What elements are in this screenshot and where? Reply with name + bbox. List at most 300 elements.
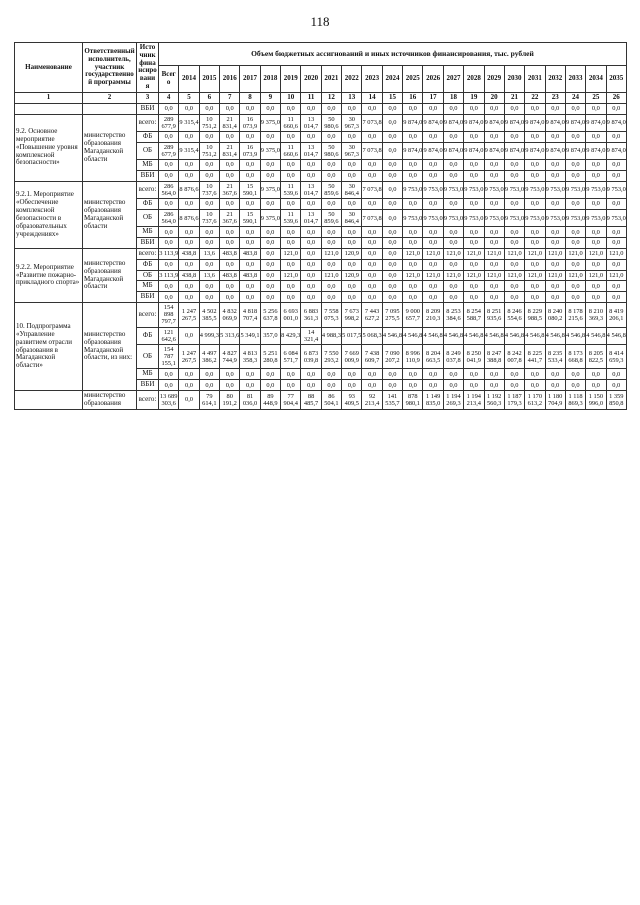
value-cell: 0,0 — [240, 380, 260, 391]
value-cell: 0,0 — [260, 160, 280, 171]
value-cell: 121,0 — [443, 248, 463, 259]
value-cell: 0,0 — [179, 227, 199, 238]
value-cell: 86 504,1 — [321, 391, 341, 410]
value-cell: 9 753,0 — [545, 209, 565, 226]
value-cell: 0,0 — [382, 160, 402, 171]
row-executor-cell: министерство образования Магаданской области — [83, 114, 137, 181]
value-cell: 0,0 — [301, 199, 321, 210]
value-cell: 0,0 — [260, 259, 280, 270]
value-cell: 8 210 369,3 — [586, 303, 606, 328]
value-cell: 8 242 007,8 — [504, 344, 524, 369]
row-source-cell: всего: — [137, 114, 159, 131]
value-cell: 89 448,9 — [260, 391, 280, 410]
value-cell: 0,0 — [281, 160, 301, 171]
value-cell: 0,0 — [220, 160, 240, 171]
column-number: 2 — [83, 92, 137, 103]
value-cell: 9 753,0 — [565, 209, 585, 226]
value-cell: 0,0 — [504, 160, 524, 171]
value-cell: 8 235 533,4 — [545, 344, 565, 369]
value-cell: 483,8 — [220, 248, 240, 259]
value-cell: 0,0 — [240, 259, 260, 270]
value-cell: 0,0 — [464, 380, 484, 391]
column-number: 19 — [464, 92, 484, 103]
value-cell: 878 980,1 — [403, 391, 423, 410]
value-cell: 1 118 869,3 — [565, 391, 585, 410]
value-cell: 50 859,6 — [321, 181, 341, 198]
header-year: 2020 — [301, 65, 321, 92]
row-name-cell: 10. Подпрограмма «Управление развитием отрасли образования в Магаданской области» — [15, 303, 83, 391]
value-cell: 438,8 — [179, 270, 199, 281]
value-cell: 0,0 — [382, 380, 402, 391]
value-cell: 0,0 — [484, 227, 504, 238]
value-cell: 0,0 — [545, 238, 565, 249]
value-cell: 0,0 — [525, 170, 545, 181]
row-source-cell: ФБ — [137, 259, 159, 270]
value-cell: 14 321,4 — [301, 327, 321, 344]
row-source-cell: ОБ — [137, 209, 159, 226]
value-cell: 0,0 — [525, 160, 545, 171]
value-cell: 7 443 627,2 — [362, 303, 382, 328]
value-cell: 8 876,6 — [179, 181, 199, 198]
value-cell: 8 250 041,9 — [464, 344, 484, 369]
header-year: 2024 — [382, 65, 402, 92]
value-cell: 30 846,4 — [342, 181, 362, 198]
header-year: 2014 — [179, 65, 199, 92]
column-number: 12 — [321, 92, 341, 103]
value-cell: 9 874,0 — [586, 114, 606, 131]
value-cell: 9 753,0 — [484, 181, 504, 198]
value-cell: 9 874,0 — [545, 142, 565, 159]
value-cell: 121,0 — [504, 270, 524, 281]
value-cell: 0,0 — [565, 160, 585, 171]
value-cell: 0,0 — [301, 160, 321, 171]
value-cell: 9 375,0 — [260, 181, 280, 198]
header-year: 2035 — [606, 65, 626, 92]
value-cell: 0,0 — [220, 380, 240, 391]
value-cell: 0,0 — [545, 380, 565, 391]
value-cell: 0,0 — [159, 380, 179, 391]
value-cell: 0,0 — [342, 259, 362, 270]
value-cell: 9 315,4 — [179, 142, 199, 159]
value-cell: 0,0 — [443, 238, 463, 249]
value-cell: 286 564,0 — [159, 209, 179, 226]
value-cell: 121,0 — [565, 270, 585, 281]
value-cell: 8 173 668,8 — [565, 344, 585, 369]
table-row — [15, 114, 627, 131]
value-cell: 121,0 — [565, 248, 585, 259]
value-cell: 0,0 — [423, 238, 443, 249]
value-cell: 0,0 — [260, 270, 280, 281]
value-cell: 0,0 — [565, 292, 585, 303]
value-cell: 121,0 — [403, 248, 423, 259]
value-cell: 0,0 — [504, 199, 524, 210]
value-cell: 0,0 — [565, 199, 585, 210]
value-cell: 0,0 — [382, 181, 402, 198]
header-year: 2026 — [423, 65, 443, 92]
header-year: Всего — [159, 65, 179, 92]
value-cell: 0,0 — [281, 227, 301, 238]
value-cell: 0,0 — [382, 170, 402, 181]
value-cell: 0,0 — [260, 103, 280, 114]
value-cell: 9 874,0 — [484, 114, 504, 131]
value-cell: 120,9 — [342, 248, 362, 259]
value-cell: 8 209 210,3 — [423, 303, 443, 328]
value-cell: 0,0 — [504, 227, 524, 238]
table-row — [15, 103, 627, 114]
value-cell: 0,0 — [260, 227, 280, 238]
value-cell: 0,0 — [423, 292, 443, 303]
value-cell: 0,0 — [260, 281, 280, 292]
value-cell: 1 149 835,0 — [423, 391, 443, 410]
row-source-cell: МБ — [137, 227, 159, 238]
value-cell: 0,0 — [464, 259, 484, 270]
value-cell: 4 546,8 — [525, 327, 545, 344]
value-cell: 5 251 280,8 — [260, 344, 280, 369]
column-number: 13 — [342, 92, 362, 103]
value-cell: 0,0 — [484, 238, 504, 249]
value-cell: 0,0 — [484, 259, 504, 270]
value-cell: 21 367,6 — [220, 209, 240, 226]
header-year: 2028 — [464, 65, 484, 92]
value-cell: 9 753,0 — [606, 209, 626, 226]
value-cell: 0,0 — [321, 170, 341, 181]
value-cell: 0,0 — [504, 380, 524, 391]
value-cell: 0,0 — [342, 199, 362, 210]
value-cell: 120,9 — [342, 270, 362, 281]
value-cell: 121,0 — [281, 248, 301, 259]
value-cell: 0,0 — [525, 259, 545, 270]
value-cell: 0,0 — [382, 259, 402, 270]
value-cell: 5 256 637,8 — [260, 303, 280, 328]
value-cell: 8 240 080,2 — [545, 303, 565, 328]
value-cell: 0,0 — [423, 380, 443, 391]
value-cell: 0,0 — [443, 259, 463, 270]
value-cell: 0,0 — [423, 259, 443, 270]
value-cell: 0,0 — [423, 103, 443, 114]
value-cell: 30 967,3 — [342, 142, 362, 159]
header-year: 2027 — [443, 65, 463, 92]
value-cell: 141 535,7 — [382, 391, 402, 410]
row-executor-cell: министерство образования Магаданской области — [83, 248, 137, 302]
value-cell: 0,0 — [382, 369, 402, 380]
value-cell: 8 205 822,5 — [586, 344, 606, 369]
value-cell: 0,0 — [240, 227, 260, 238]
value-cell: 88 485,7 — [301, 391, 321, 410]
value-cell: 9 000 657,7 — [403, 303, 423, 328]
value-cell: 121,0 — [464, 248, 484, 259]
value-cell: 13,6 — [199, 248, 219, 259]
row-executor-cell — [83, 103, 137, 114]
value-cell: 6 693 001,0 — [281, 303, 301, 328]
table-row — [15, 303, 627, 328]
header-name: Наименование — [15, 43, 83, 93]
value-cell: 0,0 — [342, 160, 362, 171]
column-number: 9 — [260, 92, 280, 103]
value-cell: 1 359 850,8 — [606, 391, 626, 410]
value-cell: 9 874,0 — [586, 142, 606, 159]
value-cell: 0,0 — [443, 103, 463, 114]
value-cell: 121,0 — [423, 270, 443, 281]
value-cell: 0,0 — [179, 103, 199, 114]
value-cell: 13 689 303,6 — [159, 391, 179, 410]
value-cell: 0,0 — [403, 281, 423, 292]
column-number: 17 — [423, 92, 443, 103]
value-cell: 8 247 388,8 — [484, 344, 504, 369]
value-cell: 0,0 — [240, 292, 260, 303]
value-cell: 0,0 — [281, 131, 301, 142]
value-cell: 0,0 — [281, 199, 301, 210]
value-cell: 0,0 — [403, 292, 423, 303]
value-cell: 0,0 — [199, 103, 219, 114]
value-cell: 0,0 — [240, 369, 260, 380]
value-cell: 121,0 — [504, 248, 524, 259]
value-cell: 9 753,0 — [443, 181, 463, 198]
value-cell: 13,6 — [199, 270, 219, 281]
row-source-cell: ОБ — [137, 344, 159, 369]
value-cell: 121,0 — [281, 270, 301, 281]
value-cell: 0,0 — [362, 170, 382, 181]
value-cell: 0,0 — [321, 380, 341, 391]
value-cell: 0,0 — [586, 380, 606, 391]
value-cell: 1 194 269,3 — [443, 391, 463, 410]
value-cell: 0,0 — [321, 292, 341, 303]
value-cell: 0,0 — [342, 380, 362, 391]
value-cell: 121,0 — [586, 270, 606, 281]
value-cell: 0,0 — [220, 199, 240, 210]
value-cell: 21 367,6 — [220, 181, 240, 198]
column-number: 22 — [525, 92, 545, 103]
value-cell: 121 642,6 — [159, 327, 179, 344]
value-cell: 11 660,6 — [281, 142, 301, 159]
row-name-cell: 9.2.1. Мероприятие «Обеспечение комплексной безопасности в образовательных учреждениях» — [15, 181, 83, 248]
value-cell: 0,0 — [464, 292, 484, 303]
value-cell: 93 409,5 — [342, 391, 362, 410]
value-cell: 6 873 039,8 — [301, 344, 321, 369]
value-cell: 0,0 — [403, 103, 423, 114]
value-cell: 0,0 — [220, 292, 240, 303]
value-cell: 0,0 — [586, 103, 606, 114]
value-cell: 0,0 — [403, 131, 423, 142]
column-number: 15 — [382, 92, 402, 103]
value-cell: 9 315,4 — [179, 114, 199, 131]
header-year: 2015 — [199, 65, 219, 92]
value-cell: 0,0 — [484, 160, 504, 171]
value-cell: 1 247 267,5 — [179, 344, 199, 369]
value-cell: 9 753,0 — [504, 209, 524, 226]
value-cell: 9 753,0 — [423, 209, 443, 226]
value-cell: 0,0 — [504, 238, 524, 249]
column-number: 14 — [362, 92, 382, 103]
value-cell: 9 874,0 — [443, 142, 463, 159]
value-cell: 13 014,7 — [301, 142, 321, 159]
value-cell: 0,0 — [220, 259, 240, 270]
value-cell: 121,0 — [321, 270, 341, 281]
row-source-cell: ОБ — [137, 142, 159, 159]
value-cell: 0,0 — [281, 369, 301, 380]
value-cell: 0,0 — [545, 259, 565, 270]
value-cell: 9 753,0 — [525, 209, 545, 226]
value-cell: 0,0 — [199, 281, 219, 292]
row-source-cell: всего: — [137, 248, 159, 259]
header-year: 2031 — [525, 65, 545, 92]
value-cell: 0,0 — [301, 227, 321, 238]
value-cell: 0,0 — [301, 380, 321, 391]
value-cell: 9 753,0 — [403, 209, 423, 226]
value-cell: 0,0 — [443, 281, 463, 292]
value-cell: 0,0 — [281, 281, 301, 292]
value-cell: 0,0 — [586, 227, 606, 238]
value-cell: 0,0 — [464, 369, 484, 380]
value-cell: 357,0 — [260, 327, 280, 344]
value-cell: 8 996 110,9 — [403, 344, 423, 369]
value-cell: 1 187 179,3 — [504, 391, 524, 410]
value-cell: 0,0 — [545, 292, 565, 303]
value-cell: 80 191,2 — [220, 391, 240, 410]
value-cell: 9 375,0 — [260, 209, 280, 226]
value-cell: 1 192 560,3 — [484, 391, 504, 410]
value-cell: 9 874,0 — [484, 142, 504, 159]
value-cell: 0,0 — [342, 227, 362, 238]
column-number: 25 — [586, 92, 606, 103]
value-cell: 0,0 — [565, 170, 585, 181]
column-number: 3 — [137, 92, 159, 103]
value-cell: 9 753,0 — [403, 181, 423, 198]
value-cell: 0,0 — [565, 238, 585, 249]
value-cell: 9 874,0 — [504, 142, 524, 159]
header-year: 2033 — [565, 65, 585, 92]
value-cell: 0,0 — [525, 103, 545, 114]
value-cell: 0,0 — [159, 170, 179, 181]
row-source-cell: всего: — [137, 303, 159, 328]
column-number: 6 — [199, 92, 219, 103]
value-cell: 0,0 — [199, 380, 219, 391]
value-cell: 121,0 — [321, 248, 341, 259]
value-cell: 9 753,0 — [525, 181, 545, 198]
header-caption: Объем бюджетных ассигнований и иных источников финансирования, тыс. рублей — [159, 43, 627, 66]
value-cell: 0,0 — [565, 281, 585, 292]
value-cell: 0,0 — [281, 170, 301, 181]
value-cell: 0,0 — [525, 281, 545, 292]
value-cell: 1 180 704,9 — [545, 391, 565, 410]
value-cell: 0,0 — [362, 369, 382, 380]
value-cell: 0,0 — [606, 160, 626, 171]
value-cell: 9 874,0 — [443, 114, 463, 131]
value-cell: 0,0 — [443, 199, 463, 210]
value-cell: 0,0 — [240, 170, 260, 181]
value-cell: 4 546,8 — [545, 327, 565, 344]
value-cell: 0,0 — [484, 281, 504, 292]
value-cell: 0,0 — [260, 248, 280, 259]
value-cell: 0,0 — [525, 227, 545, 238]
value-cell: 0,0 — [403, 380, 423, 391]
value-cell: 0,0 — [362, 199, 382, 210]
value-cell: 4 827 744,9 — [220, 344, 240, 369]
value-cell: 0,0 — [179, 391, 199, 410]
value-cell: 0,0 — [260, 292, 280, 303]
value-cell: 9 753,0 — [545, 181, 565, 198]
value-cell: 0,0 — [199, 292, 219, 303]
value-cell: 0,0 — [240, 199, 260, 210]
value-cell: 8 429,3 — [281, 327, 301, 344]
value-cell: 92 213,4 — [362, 391, 382, 410]
value-cell: 50 980,6 — [321, 142, 341, 159]
row-name-cell — [15, 391, 83, 410]
value-cell: 483,8 — [220, 270, 240, 281]
row-source-cell: ВБИ — [137, 292, 159, 303]
value-cell: 154 898 797,7 — [159, 303, 179, 328]
value-cell: 0,0 — [382, 142, 402, 159]
value-cell: 0,0 — [606, 238, 626, 249]
value-cell: 121,0 — [606, 270, 626, 281]
value-cell: 121,0 — [586, 248, 606, 259]
value-cell: 0,0 — [199, 160, 219, 171]
value-cell: 7 673 998,2 — [342, 303, 362, 328]
value-cell: 121,0 — [525, 248, 545, 259]
value-cell: 0,0 — [443, 369, 463, 380]
value-cell: 0,0 — [586, 369, 606, 380]
value-cell: 8 246 554,6 — [504, 303, 524, 328]
header-year: 2021 — [321, 65, 341, 92]
column-number: 4 — [159, 92, 179, 103]
value-cell: 0,0 — [301, 170, 321, 181]
value-cell: 0,0 — [403, 170, 423, 181]
value-cell: 0,0 — [159, 259, 179, 270]
value-cell: 0,0 — [525, 369, 545, 380]
value-cell: 0,0 — [443, 292, 463, 303]
table-wrapper — [14, 42, 626, 410]
table-row — [15, 391, 627, 410]
value-cell: 289 677,9 — [159, 142, 179, 159]
value-cell: 0,0 — [403, 160, 423, 171]
value-cell: 1 247 267,5 — [179, 303, 199, 328]
value-cell: 0,0 — [321, 227, 341, 238]
value-cell: 4 502 385,5 — [199, 303, 219, 328]
value-cell: 0,0 — [403, 238, 423, 249]
value-cell: 0,0 — [321, 281, 341, 292]
value-cell: 11 539,6 — [281, 209, 301, 226]
value-cell: 4 546,8 — [382, 327, 402, 344]
value-cell: 0,0 — [199, 227, 219, 238]
row-source-cell: ВБИ — [137, 380, 159, 391]
value-cell: 0,0 — [586, 131, 606, 142]
value-cell: 30 846,4 — [342, 209, 362, 226]
value-cell: 0,0 — [179, 199, 199, 210]
value-cell: 0,0 — [423, 170, 443, 181]
value-cell: 0,0 — [199, 369, 219, 380]
value-cell: 0,0 — [159, 103, 179, 114]
value-cell: 0,0 — [301, 281, 321, 292]
value-cell: 0,0 — [606, 227, 626, 238]
value-cell: 0,0 — [179, 238, 199, 249]
value-cell: 4 999,3 — [199, 327, 219, 344]
value-cell: 0,0 — [443, 160, 463, 171]
value-cell: 0,0 — [545, 281, 565, 292]
value-cell: 9 753,0 — [586, 209, 606, 226]
value-cell: 21 831,4 — [220, 142, 240, 159]
value-cell: 0,0 — [220, 131, 240, 142]
value-cell: 9 753,0 — [504, 181, 524, 198]
value-cell: 5 313,6 — [220, 327, 240, 344]
column-number: 21 — [504, 92, 524, 103]
value-cell: 8 254 588,7 — [464, 303, 484, 328]
value-cell: 8 249 037,8 — [443, 344, 463, 369]
value-cell: 13 014,7 — [301, 181, 321, 198]
value-cell: 5 068,3 — [362, 327, 382, 344]
value-cell: 0,0 — [382, 281, 402, 292]
value-cell: 0,0 — [484, 103, 504, 114]
value-cell: 0,0 — [362, 103, 382, 114]
value-cell: 0,0 — [159, 238, 179, 249]
